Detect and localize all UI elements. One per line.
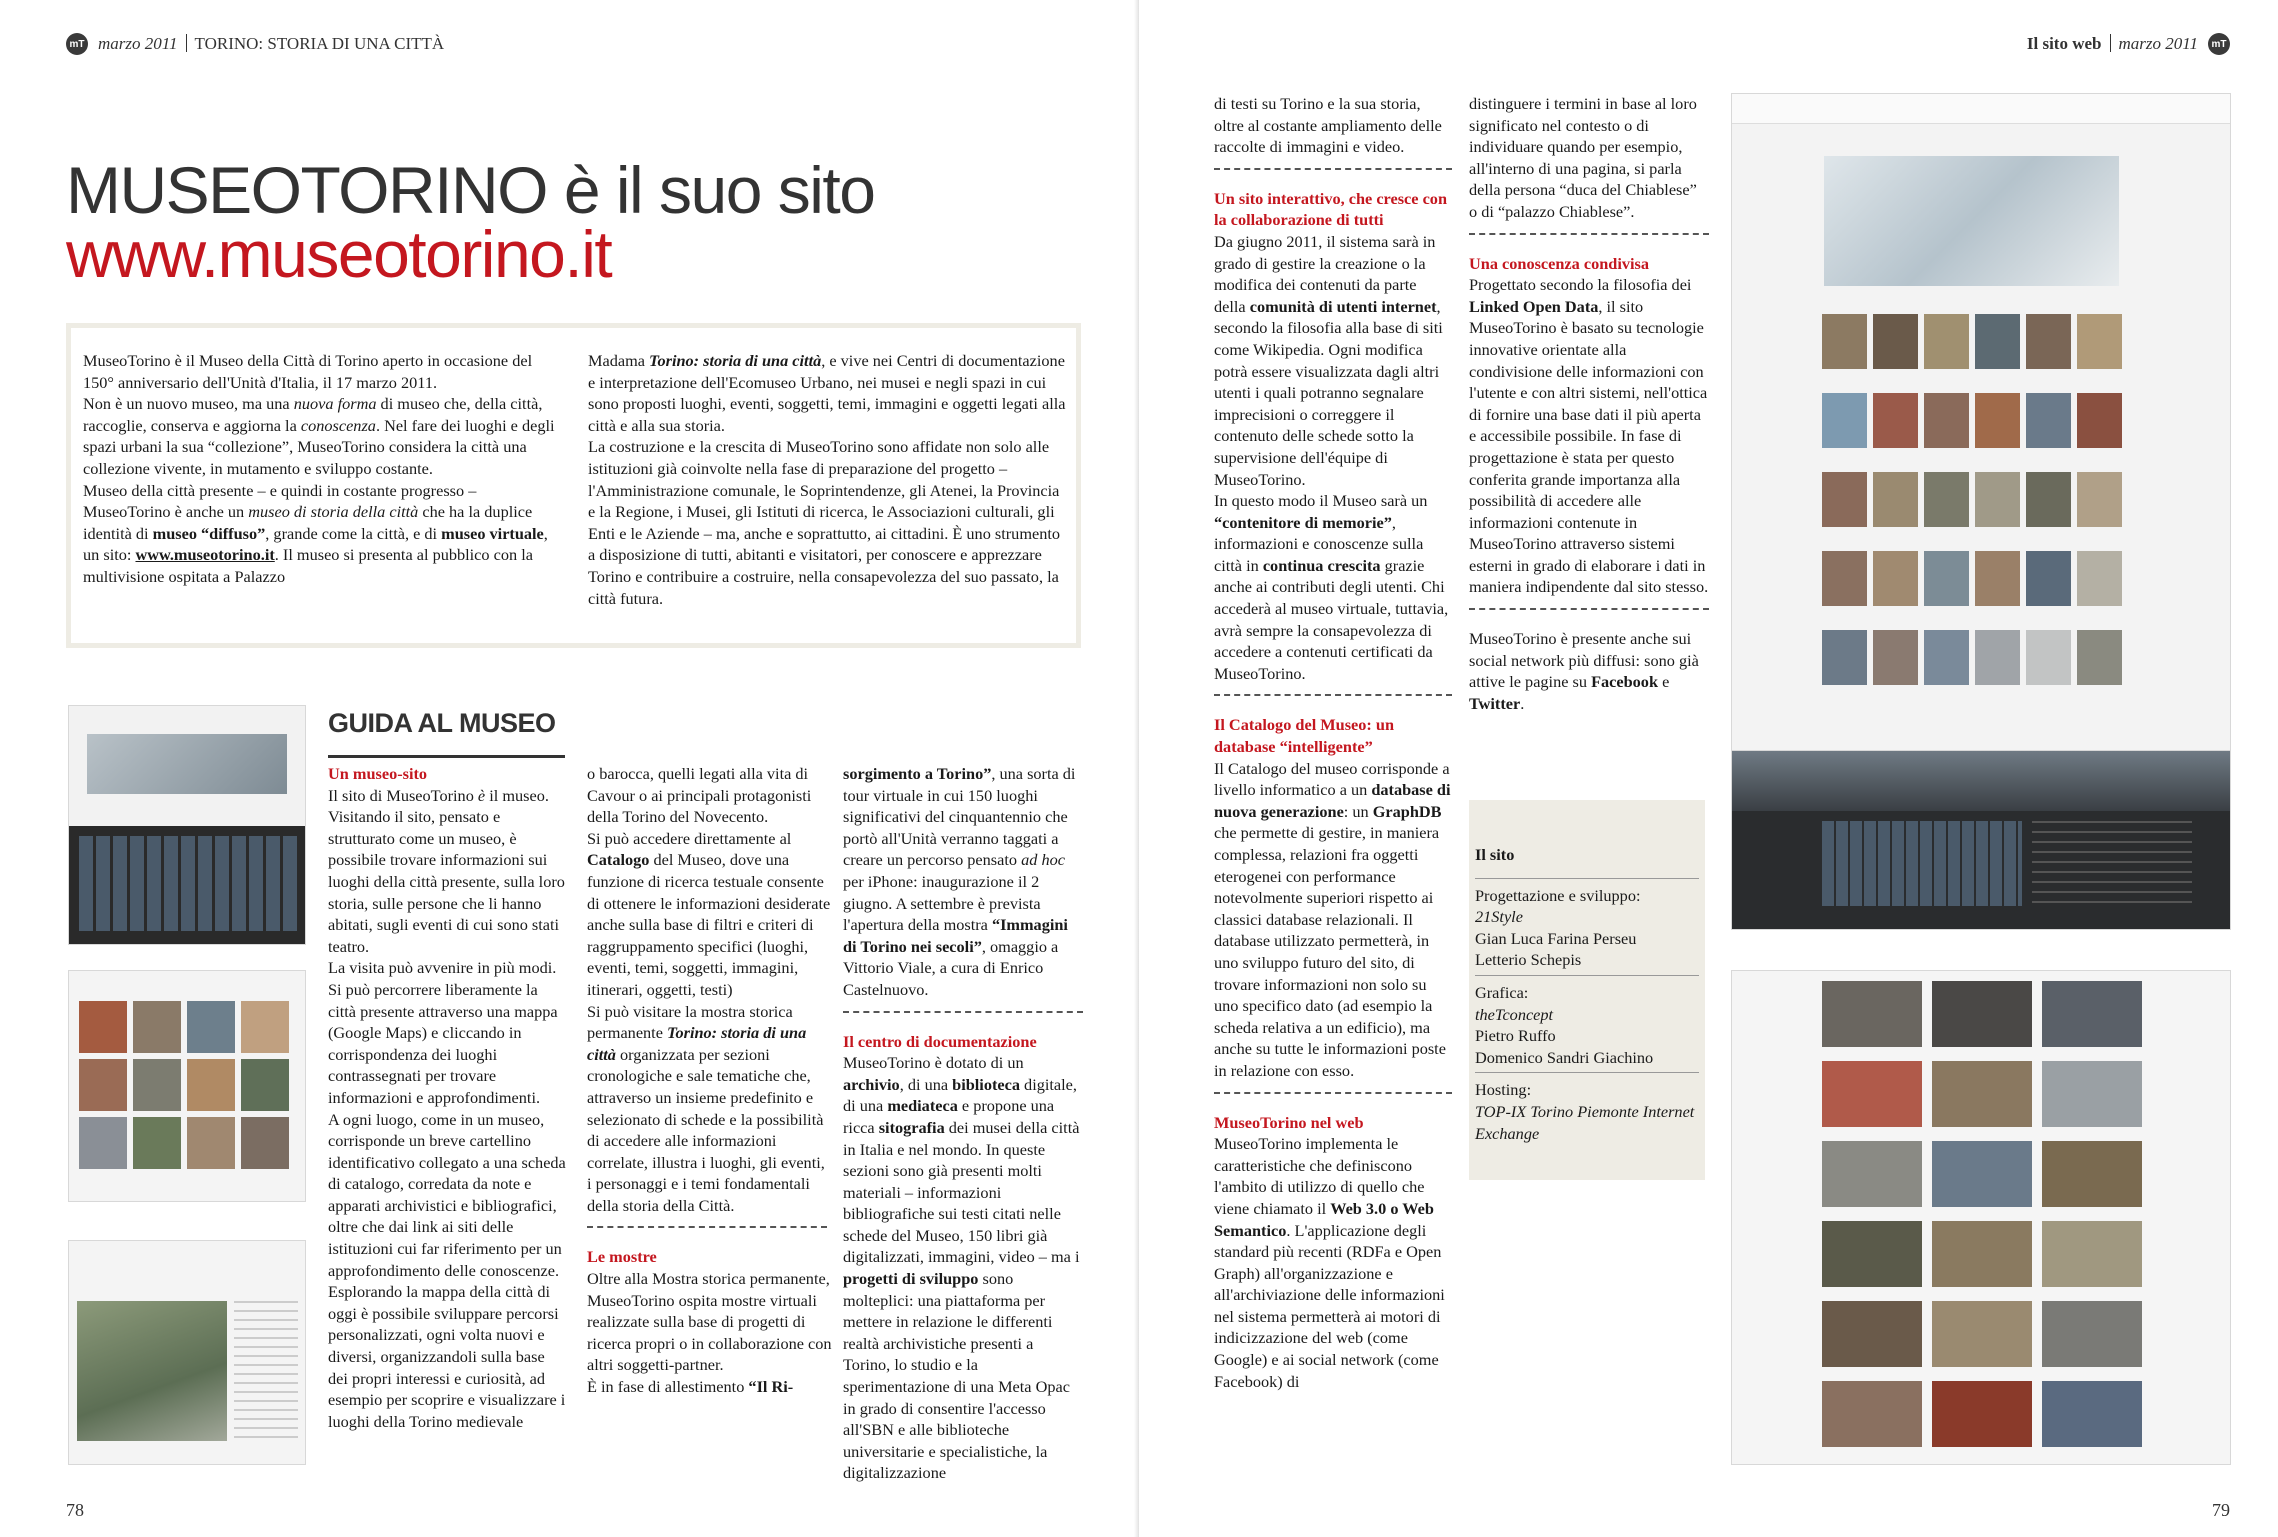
section-heading-guida: GUIDA AL MUSEO	[328, 708, 556, 738]
credits-design-person: Letterio Schepis	[1475, 950, 1582, 970]
credits-graphics-label: Grafica:	[1475, 982, 1529, 1002]
intro-col-1: MuseoTorino è il Museo della Città di Torino aperto in occasione del 150° anniversario dell'Unità d'Italia, il 17 marzo 2011. Non è un nuovo museo, ma una nuova forma di museo che, della città, raccoglie, conserva e aggiorna la conoscenza. Nel fare dei luoghi e degli spazi urbani la sua “collezione”, MuseoTorino considera la città una collezione vivente, in mutamento e sviluppo costante. Museo della città presente – e quindi in costante progresso – MuseoTorino è anche un museo di storia della città che ha la duplice identità di museo “diffuso”, grande come la città, e di museo virtuale, un sito: www.museotorino.it. Il museo si presenta al pubblico con la multivisione ospitata a Palazzo	[83, 351, 555, 586]
running-head-date-right: marzo 2011	[2118, 34, 2198, 53]
title-url: www.museotorino.it	[66, 217, 612, 291]
credits-graphics-person: Domenico Sandri Giachino	[1475, 1047, 1654, 1067]
heading-rule	[328, 755, 565, 758]
running-head-date: marzo 2011	[98, 34, 178, 53]
credits-graphics-company: theTconcept	[1475, 1004, 1554, 1024]
left-running-head	[66, 33, 444, 55]
guida-col-3: sorgimento a Torino”, una sorta di tour virtuale in cui 150 luoghi significativi del cinquantennio che portò all'Unità verranno taggati a creare un percorso pensato ad hoc per iPhone: inaugurazione il 2 giugno. A settembre è prevista l'apertura della mostra “Immagini di Torino nei secoli”, omaggio a Vittorio Viale, a cura di Enrico Castelnuovo. Il centro di documentazione MuseoTorino è dotato di un archivio, di una biblioteca digitale, di una mediateca e propone una ricca sitografia dei musei della città in Italia e nel mondo. In queste sezioni sono già presenti molti materiali – informazioni bibliografiche sui testi citati nelle schede del Museo, 150 libri già digitalizzati, immagini, video – ma i progetti di sviluppo sono molteplici: una piattaforma per mettere in relazione le differenti realtà archivistiche presenti a Torino, lo studio e la sperimentazione di una Meta Opac in grado di consentire l'accesso all'SBN e alle biblioteche universitarie e specialistiche, la digitalizzazione	[843, 763, 1083, 1484]
right-col-2: distinguere i termini in base al loro significato nel contesto o di individuare quando per esempio, all'interno di una pagina, si parla della persona “duca del Chiablese” o di “palazzo Chiablese”. Una conoscenza condivisa Progettato secondo la filosofia dei Linked Open Data, il sito MuseoTorino è basato su tecnologie innovative orientate alla condivisione delle informazioni con l'utente e con altri sistemi, nell'ottica di fornire una base dati il più aperta e accessibile possibile. In fase di progettazione è stata per questo conferita grande importanza alla possibilità di accedere alle informazioni contenute in MuseoTorino attraverso sistemi esterni in grado di elaborare i dati in maniera indipendente dal sito stesso. MuseoTorino è presente anche sui social network più diffusi: sono già attive le pagine su Facebook e Twitter.	[1469, 94, 1709, 713]
article-title	[66, 153, 1066, 291]
museotorino-logo-icon: mT	[66, 33, 88, 55]
website-screenshot-dark	[1731, 750, 2231, 930]
title-line-1: MUSEOTORINO è il suo sito	[66, 153, 875, 227]
credits-graphics-person: Pietro Ruffo	[1475, 1026, 1556, 1046]
credits-title: Il sito	[1475, 845, 1515, 864]
credits-box	[1469, 800, 1705, 1180]
guida-col-2: o barocca, quelli legati alla vita di Cavour o ai principali protagonisti della Torino del Novecento. Si può accedere direttamente al Catalogo del Museo, dove una funzione di ricerca testuale consente di ottenere le informazioni desiderate anche sulla base di filtri e criteri di raggruppamento specifici (luoghi, eventi, temi, soggetti, immagini, itinerari, oggetti, testi) Si può visitare la mostra storica permanente Torino: storia di una città organizzata per sezioni cronologiche e sale tematiche che, attraverso un insieme predefinito e selezionato di schede e la possibilità di accedere alle informazioni correlate, illustra i luoghi, gli eventi, i personaggi e i temi fondamentali della storia della Città. Le mostre Oltre alla Mostra storica permanente, MuseoTorino ospita mostre virtuali realizzate sulla base di progetti di ricerca propri o in collaborazione con altri soggetti-partner. È in fase di allestimento “Il Ri-	[587, 764, 832, 1397]
website-screenshot-photos	[1731, 970, 2231, 1465]
right-running-head	[2027, 33, 2230, 55]
credits-hosting-label: Hosting:	[1475, 1080, 1532, 1100]
guida-col-1: Un museo-sito Il sito di MuseoTorino è il museo. Visitando il sito, pensato e strutturato come un museo, è possibile trovare informazioni sui luoghi della città presente, sulla loro storia, sulle persone che li hanno abitati, sugli eventi di cui sono stati teatro. La visita può avvenire in più modi. Si può percorrere liberamente la città presente attraverso una mappa (Google Maps) e cliccando in corrispondenza dei luoghi contrassegnati per trovare informazioni e approfondimenti. A ogni luogo, come in un museo, corrisponde un breve cartellino identificativo collegato a una scheda di catalogo, corredata da note e apparati archivistici e bibliografici, oltre che dai link ai siti delle istituzioni cui far riferimento per un approfondimento delle conoscenze. Esplorando la mappa della città di oggi è possibile sviluppare percorsi personalizzati, ogni volta nuovi e diversi, organizzandoli sulla base dei propri interessi e curiosità, ad esempio per scoprire e visualizzare i luoghi della Torino medievale	[328, 764, 566, 1431]
right-page	[1139, 0, 2278, 1537]
credits-design-person: Gian Luca Farina Perseu	[1475, 928, 1637, 948]
credits-hosting-value: TOP-IX Torino Piemonte Internet Exchange	[1475, 1101, 1695, 1143]
running-head-section-right: Il sito web	[2026, 34, 2102, 53]
website-screenshot-map	[68, 1240, 306, 1465]
intro-box	[66, 323, 1081, 648]
page-number-left: 78	[66, 1500, 84, 1520]
page-number-right: 79	[2212, 1500, 2230, 1520]
intro-col-2: Madama Torino: storia di una città, e vive nei Centri di documentazione e interpretazione dell'Ecomuseo Urbano, nei musei e negli spazi in cui sono proposti luoghi, eventi, soggetti, temi, immagini e oggetti legati alla città e alla sua storia. La costruzione e la crescita di MuseoTorino sono affidate non solo alle istituzioni già coinvolte nella fase di preparazione del progetto – l'Amministrazione comunale, le Soprintendenze, gli Atenei, la Provincia e la Regione, i Musei, gli Istituti di ricerca, le Associazioni culturali, gli Enti e le Aziende – ma, anche e soprattutto, ai cittadini. È uno strumento a disposizione di tutti, abitanti e visitatori, per conoscere e apprezzare Torino e contribuire a costruire, nella consapevolezza del suo passato, la città futura.	[588, 351, 1066, 608]
credits-design-label: Progettazione e sviluppo:	[1475, 885, 1641, 905]
running-head-section: TORINO: STORIA DI UNA CITTÀ	[194, 34, 445, 53]
museotorino-logo-icon-right: mT	[2208, 33, 2230, 55]
right-col-1: di testi su Torino e la sua storia, oltre al costante ampliamento delle raccolte di immagini e video. Un sito interattivo, che cresce con la collaborazione di tutti Da giugno 2011, il sistema sarà in grado di gestire la creazione o la modifica dei contenuti da parte della comunità di utenti internet, secondo la filosofia alla base di siti come Wikipedia. Ogni modifica potrà essere visualizzata dagli altri utenti i quali potranno segnalare imprecisioni o correggere il contenuto delle schede sotto la supervisione dell'équipe di MuseoTorino. In questo modo il Museo sarà un “contenitore di memorie”, informazioni e conoscenze sulla città in continua crescita grazie anche ai contributi degli utenti. Chi accederà al museo virtuale, tuttavia, avrà sempre la consapevolezza di accedere a contenuti certificati da MuseoTorino. Il Catalogo del Museo: un database “intelligente” Il Catalogo del museo corrisponde a livello informatico a un database di nuova generazione: un GraphDB che permette di gestire, in maniera complessa, relazioni fra oggetti eterogenei con performance notevolmente superiori rispetto ai classici database relazionali. Il database utilizzato permetterà, in uno sviluppo futuro del sito, di trovare informazioni non solo su uno specifico dato (ad esempio la scheda relativa a un edificio), ma anche su tutte le informazioni poste in relazione con esso. MuseoTorino nel web MuseoTorino implementa le caratteristiche che definiscono l'ambito di utilizzo di quello che viene chiamato il Web 3.0 o Web Semantico. L'applicazione degli standard più recenti (RDFa e Open Graph) all'organizzazione e all'archiviazione delle informazioni nel sistema permetterà ai motori di indicizzazione del web (come Google) e ai social network (come Facebook) di	[1214, 94, 1451, 1391]
website-screenshot-home	[68, 705, 306, 945]
credits-design-company: 21Style	[1475, 907, 1523, 927]
website-screenshot-gallery	[68, 970, 306, 1202]
